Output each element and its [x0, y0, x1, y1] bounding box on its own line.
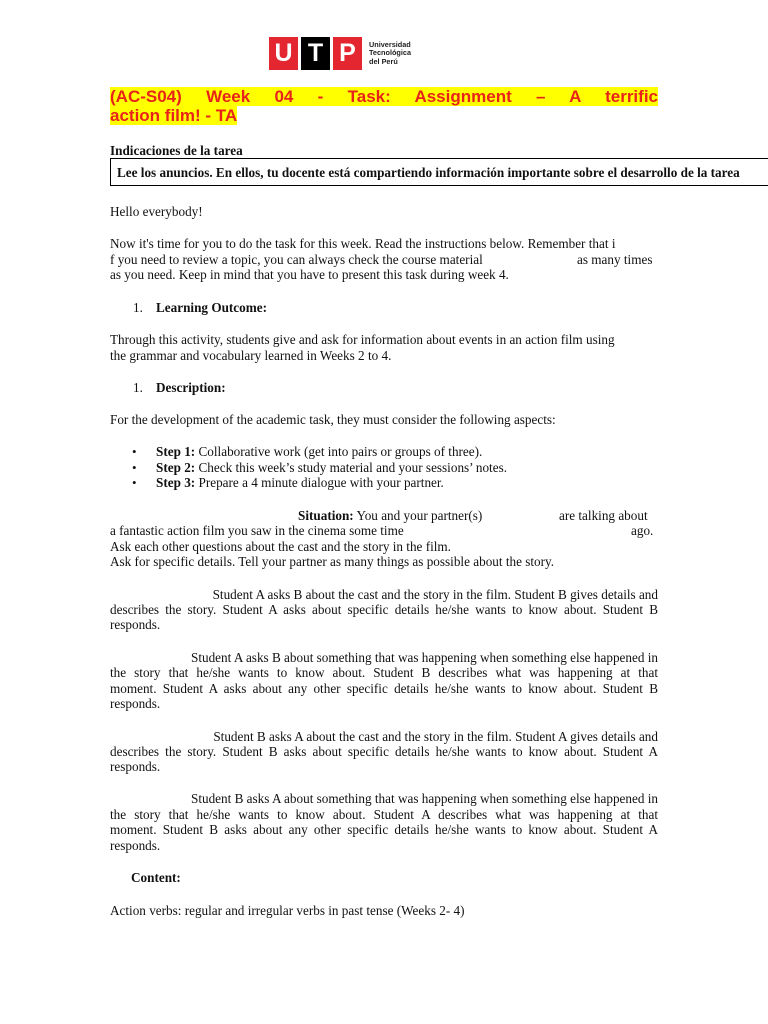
list-item — [110, 460, 507, 476]
intro-line-1: Now it's time for you to do the task for this week. Read the instructions below. Remember that i — [110, 236, 616, 251]
situation-text: You and your partner(s) — [353, 508, 483, 523]
paragraph-4-line-2: the story that he/she wants to know about. Student A describes what was happening at that — [110, 807, 658, 822]
greeting-text: Hello everybody! — [110, 204, 203, 219]
bullet-icon: • — [132, 444, 137, 459]
situation-line-2b: ago. — [631, 523, 654, 538]
paragraph-2-line-3: moment. Student A asks about any other specific details he/she wants to know about. Student B — [110, 681, 658, 696]
paragraph-1-line-2: describes the story. Student A asks about specific details he/she wants to know about. Student B — [110, 602, 658, 617]
logo-letter-p: P — [333, 37, 362, 70]
step-label: Step 1: — [156, 444, 196, 459]
utp-logo — [269, 37, 411, 70]
logo-text-line: Tecnológica — [369, 48, 412, 58]
list-item — [110, 475, 507, 491]
title-line-2: action film! - TA — [110, 106, 238, 125]
paragraph-2-line-4: responds. — [110, 696, 161, 711]
steps-list — [110, 444, 507, 491]
paragraph-3-line-3: responds. — [110, 759, 161, 774]
indicaciones-heading: Indicaciones de la tarea — [110, 143, 243, 158]
intro-line-3: as you need. Keep in mind that you have to present this task during week 4. — [110, 267, 509, 282]
logo-letter-u: U — [269, 37, 298, 70]
list-item — [110, 444, 507, 460]
section-1-number: 1. — [133, 300, 143, 315]
step-text: Prepare a 4 minute dialogue with your partner. — [195, 475, 444, 490]
outcome-line-2: the grammar and vocabulary learned in Weeks 2 to 4. — [110, 348, 392, 363]
logo-letter-t: T — [301, 37, 330, 70]
step-label: Step 3: — [156, 475, 196, 490]
content-text: Action verbs: regular and irregular verbs in past tense (Weeks 2- 4) — [110, 903, 465, 918]
logo-text-line: Universidad — [369, 39, 411, 49]
content-heading: Content: — [131, 870, 181, 885]
paragraph-4-line-4: responds. — [110, 838, 161, 853]
description-heading: Description: — [156, 380, 226, 395]
paragraph-2-line-1: Student A asks B about something that was happening when something else happened in — [191, 650, 658, 665]
paragraph-4-line-3: moment. Student B asks about any other specific details he/she wants to know about. Student A — [110, 822, 658, 837]
intro-line-2b: as many times — [577, 252, 653, 267]
description-intro: For the development of the academic task, they must consider the following aspects: — [110, 412, 556, 427]
paragraph-1-line-3: responds. — [110, 617, 161, 632]
logo-text-line: del Perú — [369, 56, 398, 66]
bullet-icon: • — [132, 475, 137, 490]
assignment-title — [110, 87, 658, 125]
situation-line-2a: a fantastic action film you saw in the cinema some time — [110, 523, 404, 538]
step-text: Check this week’s study material and your sessions’ notes. — [195, 459, 508, 475]
situation-line-3: Ask each other questions about the cast and the story in the film. — [110, 539, 451, 554]
outcome-line-1: Through this activity, students give and ask for information about events in an action film using — [110, 332, 615, 347]
step-text: Collaborative work (get into pairs or groups of three). — [195, 444, 483, 459]
situation-line-1b: are talking about — [559, 508, 648, 523]
logo-university-name — [369, 41, 411, 67]
paragraph-3-line-2: describes the story. Student B asks about specific details he/she wants to know about. Student A — [110, 744, 658, 759]
paragraph-4-line-1: Student B asks A about something that was happening when something else happened in — [191, 791, 658, 806]
paragraph-3-line-1: Student B asks A about the cast and the story in the film. Student A gives details and — [213, 729, 658, 744]
paragraph-2-line-2: the story that he/she wants to know about. Student B describes what was happening at that — [110, 665, 658, 680]
intro-line-2a: f you need to review a topic, you can always check the course material — [110, 252, 483, 267]
step-label: Step 2: — [156, 459, 196, 475]
learning-outcome-heading: Learning Outcome: — [156, 300, 267, 315]
section-2-number: 1. — [133, 380, 143, 395]
situation-line-4: Ask for specific details. Tell your partner as many things as possible about the story. — [110, 554, 555, 569]
situation-line-1a — [298, 508, 482, 524]
title-line-1: (AC-S04) Week 04 - Task: Assignment – A terrific — [110, 87, 658, 106]
paragraph-1-line-1: Student A asks B about the cast and the story in the film. Student B gives details and — [212, 587, 658, 602]
situation-label: Situation: — [298, 508, 354, 523]
bullet-icon: • — [132, 459, 137, 475]
announcement-notice-box: Lee los anuncios. En ellos, tu docente está compartiendo información importante sobre el desarrollo de la tarea — [110, 158, 768, 186]
